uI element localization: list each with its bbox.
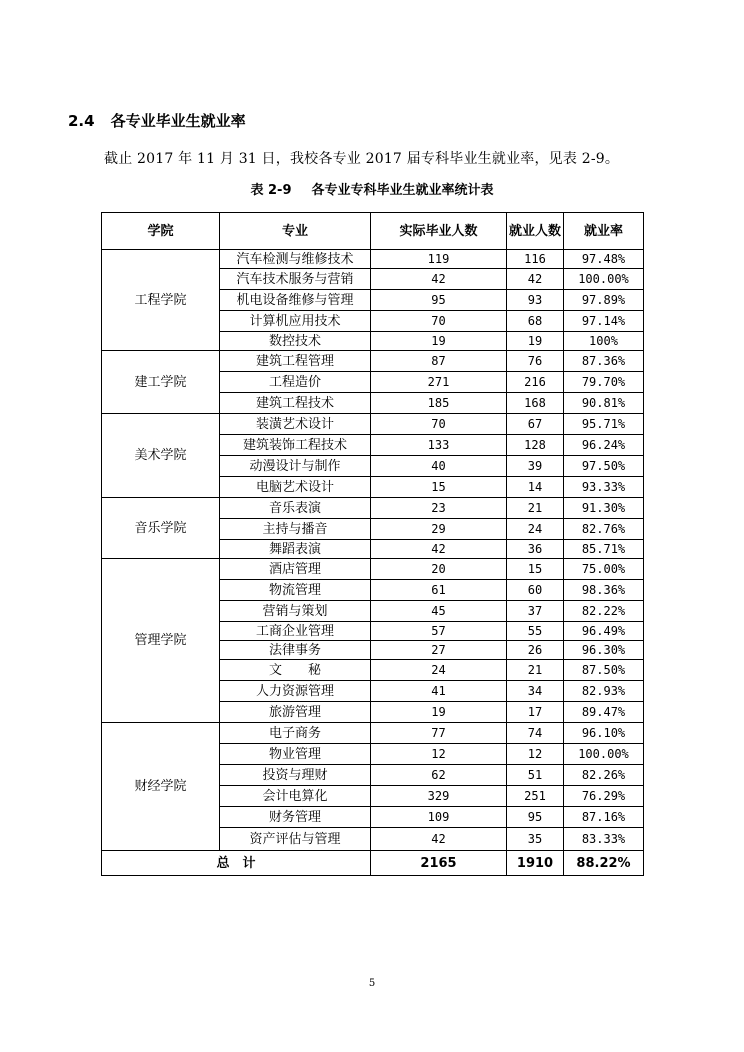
rate-cell: 97.14% [564,311,644,332]
major-cell: 动漫设计与制作 [220,456,371,477]
rate-cell: 82.93% [564,681,644,702]
rate-cell: 75.00% [564,559,644,580]
college-cell: 财经学院 [102,723,220,851]
major-cell: 法律事务 [220,641,371,660]
total-label: 总 计 [102,851,371,876]
major-cell: 汽车技术服务与营销 [220,269,371,290]
header-rate: 就业率 [564,213,644,250]
graduates-cell: 42 [371,828,507,851]
major-cell: 文 秘 [220,660,371,681]
college-cell: 管理学院 [102,559,220,723]
table-row [102,498,644,519]
section-number: 2.4 [68,112,95,130]
major-cell: 建筑工程管理 [220,351,371,372]
college-cell: 音乐学院 [102,498,220,559]
rate-cell: 96.10% [564,723,644,744]
employed-cell: 19 [507,332,564,351]
rate-cell: 93.33% [564,477,644,498]
major-cell: 主持与播音 [220,519,371,540]
rate-cell: 100% [564,332,644,351]
table-row [102,414,644,435]
major-cell: 人力资源管理 [220,681,371,702]
rate-cell: 96.30% [564,641,644,660]
college-cell: 工程学院 [102,250,220,351]
graduates-cell: 19 [371,702,507,723]
table-caption [0,179,744,198]
major-cell: 投资与理财 [220,765,371,786]
table-caption-title: 各专业专科毕业生就业率统计表 [311,183,494,198]
rate-cell: 97.89% [564,290,644,311]
graduates-cell: 12 [371,744,507,765]
section-title: 各专业毕业生就业率 [110,112,246,130]
employed-cell: 42 [507,269,564,290]
employed-cell: 95 [507,807,564,828]
graduates-cell: 41 [371,681,507,702]
graduates-cell: 29 [371,519,507,540]
graduates-cell: 19 [371,332,507,351]
rate-cell: 76.29% [564,786,644,807]
major-cell: 建筑工程技术 [220,393,371,414]
rate-cell: 98.36% [564,580,644,601]
graduates-cell: 109 [371,807,507,828]
table-row [102,250,644,269]
rate-cell: 87.36% [564,351,644,372]
graduates-cell: 40 [371,456,507,477]
graduates-cell: 271 [371,372,507,393]
page-number: 5 [368,978,376,989]
major-cell: 会计电算化 [220,786,371,807]
rate-cell: 96.49% [564,622,644,641]
major-cell: 机电设备维修与管理 [220,290,371,311]
employed-cell: 76 [507,351,564,372]
rate-cell: 91.30% [564,498,644,519]
employed-cell: 68 [507,311,564,332]
rate-cell: 82.26% [564,765,644,786]
major-cell: 营销与策划 [220,601,371,622]
graduates-cell: 62 [371,765,507,786]
employed-cell: 24 [507,519,564,540]
major-cell: 汽车检测与维修技术 [220,250,371,269]
graduates-cell: 23 [371,498,507,519]
major-cell: 财务管理 [220,807,371,828]
graduates-cell: 27 [371,641,507,660]
employed-cell: 251 [507,786,564,807]
graduates-cell: 24 [371,660,507,681]
major-cell: 舞蹈表演 [220,540,371,559]
employed-cell: 21 [507,660,564,681]
total-rate: 88.22% [564,851,644,876]
graduates-cell: 119 [371,250,507,269]
table-row [102,723,644,744]
employed-cell: 74 [507,723,564,744]
graduates-cell: 329 [371,786,507,807]
intro-paragraph: 截止 2017 年 11 月 31 日，我校各专业 2017 届专科毕业生就业率，见表 2-9。 [104,151,620,167]
graduates-cell: 42 [371,540,507,559]
employed-cell: 39 [507,456,564,477]
major-cell: 数控技术 [220,332,371,351]
employed-cell: 14 [507,477,564,498]
college-cell: 建工学院 [102,351,220,414]
graduates-cell: 77 [371,723,507,744]
graduates-cell: 20 [371,559,507,580]
employed-cell: 51 [507,765,564,786]
employed-cell: 37 [507,601,564,622]
header-college: 学院 [102,213,220,250]
header-employed: 就业人数 [507,213,564,250]
header-major: 专业 [220,213,371,250]
employed-cell: 60 [507,580,564,601]
employed-cell: 93 [507,290,564,311]
employed-cell: 15 [507,559,564,580]
employed-cell: 67 [507,414,564,435]
graduates-cell: 15 [371,477,507,498]
rate-cell: 90.81% [564,393,644,414]
rate-cell: 96.24% [564,435,644,456]
graduates-cell: 45 [371,601,507,622]
major-cell: 旅游管理 [220,702,371,723]
rate-cell: 97.48% [564,250,644,269]
major-cell: 电脑艺术设计 [220,477,371,498]
major-cell: 电子商务 [220,723,371,744]
major-cell: 物流管理 [220,580,371,601]
graduates-cell: 70 [371,414,507,435]
graduates-cell: 70 [371,311,507,332]
rate-cell: 83.33% [564,828,644,851]
rate-cell: 85.71% [564,540,644,559]
employed-cell: 55 [507,622,564,641]
employment-table [101,212,644,876]
employed-cell: 216 [507,372,564,393]
rate-cell: 79.70% [564,372,644,393]
graduates-cell: 185 [371,393,507,414]
employed-cell: 168 [507,393,564,414]
major-cell: 装潢艺术设计 [220,414,371,435]
major-cell: 音乐表演 [220,498,371,519]
header-graduates: 实际毕业人数 [371,213,507,250]
employed-cell: 12 [507,744,564,765]
table-caption-number: 表 2-9 [250,183,292,198]
employed-cell: 21 [507,498,564,519]
table-header-row [102,213,644,250]
total-graduates: 2165 [371,851,507,876]
rate-cell: 82.76% [564,519,644,540]
table-row [102,559,644,580]
major-cell: 计算机应用技术 [220,311,371,332]
major-cell: 资产评估与管理 [220,828,371,851]
graduates-cell: 95 [371,290,507,311]
rate-cell: 89.47% [564,702,644,723]
major-cell: 物业管理 [220,744,371,765]
graduates-cell: 133 [371,435,507,456]
employed-cell: 34 [507,681,564,702]
major-cell: 建筑装饰工程技术 [220,435,371,456]
rate-cell: 100.00% [564,744,644,765]
graduates-cell: 57 [371,622,507,641]
major-cell: 工程造价 [220,372,371,393]
graduates-cell: 61 [371,580,507,601]
employed-cell: 116 [507,250,564,269]
rate-cell: 82.22% [564,601,644,622]
graduates-cell: 87 [371,351,507,372]
employed-cell: 35 [507,828,564,851]
total-row [102,851,644,876]
employed-cell: 128 [507,435,564,456]
table-body [102,250,644,876]
rate-cell: 100.00% [564,269,644,290]
table-row [102,351,644,372]
employed-cell: 17 [507,702,564,723]
total-employed: 1910 [507,851,564,876]
college-cell: 美术学院 [102,414,220,498]
graduates-cell: 42 [371,269,507,290]
rate-cell: 97.50% [564,456,644,477]
rate-cell: 87.50% [564,660,644,681]
major-cell: 酒店管理 [220,559,371,580]
section-heading [68,110,246,131]
major-cell: 工商企业管理 [220,622,371,641]
employed-cell: 36 [507,540,564,559]
rate-cell: 87.16% [564,807,644,828]
rate-cell: 95.71% [564,414,644,435]
employed-cell: 26 [507,641,564,660]
